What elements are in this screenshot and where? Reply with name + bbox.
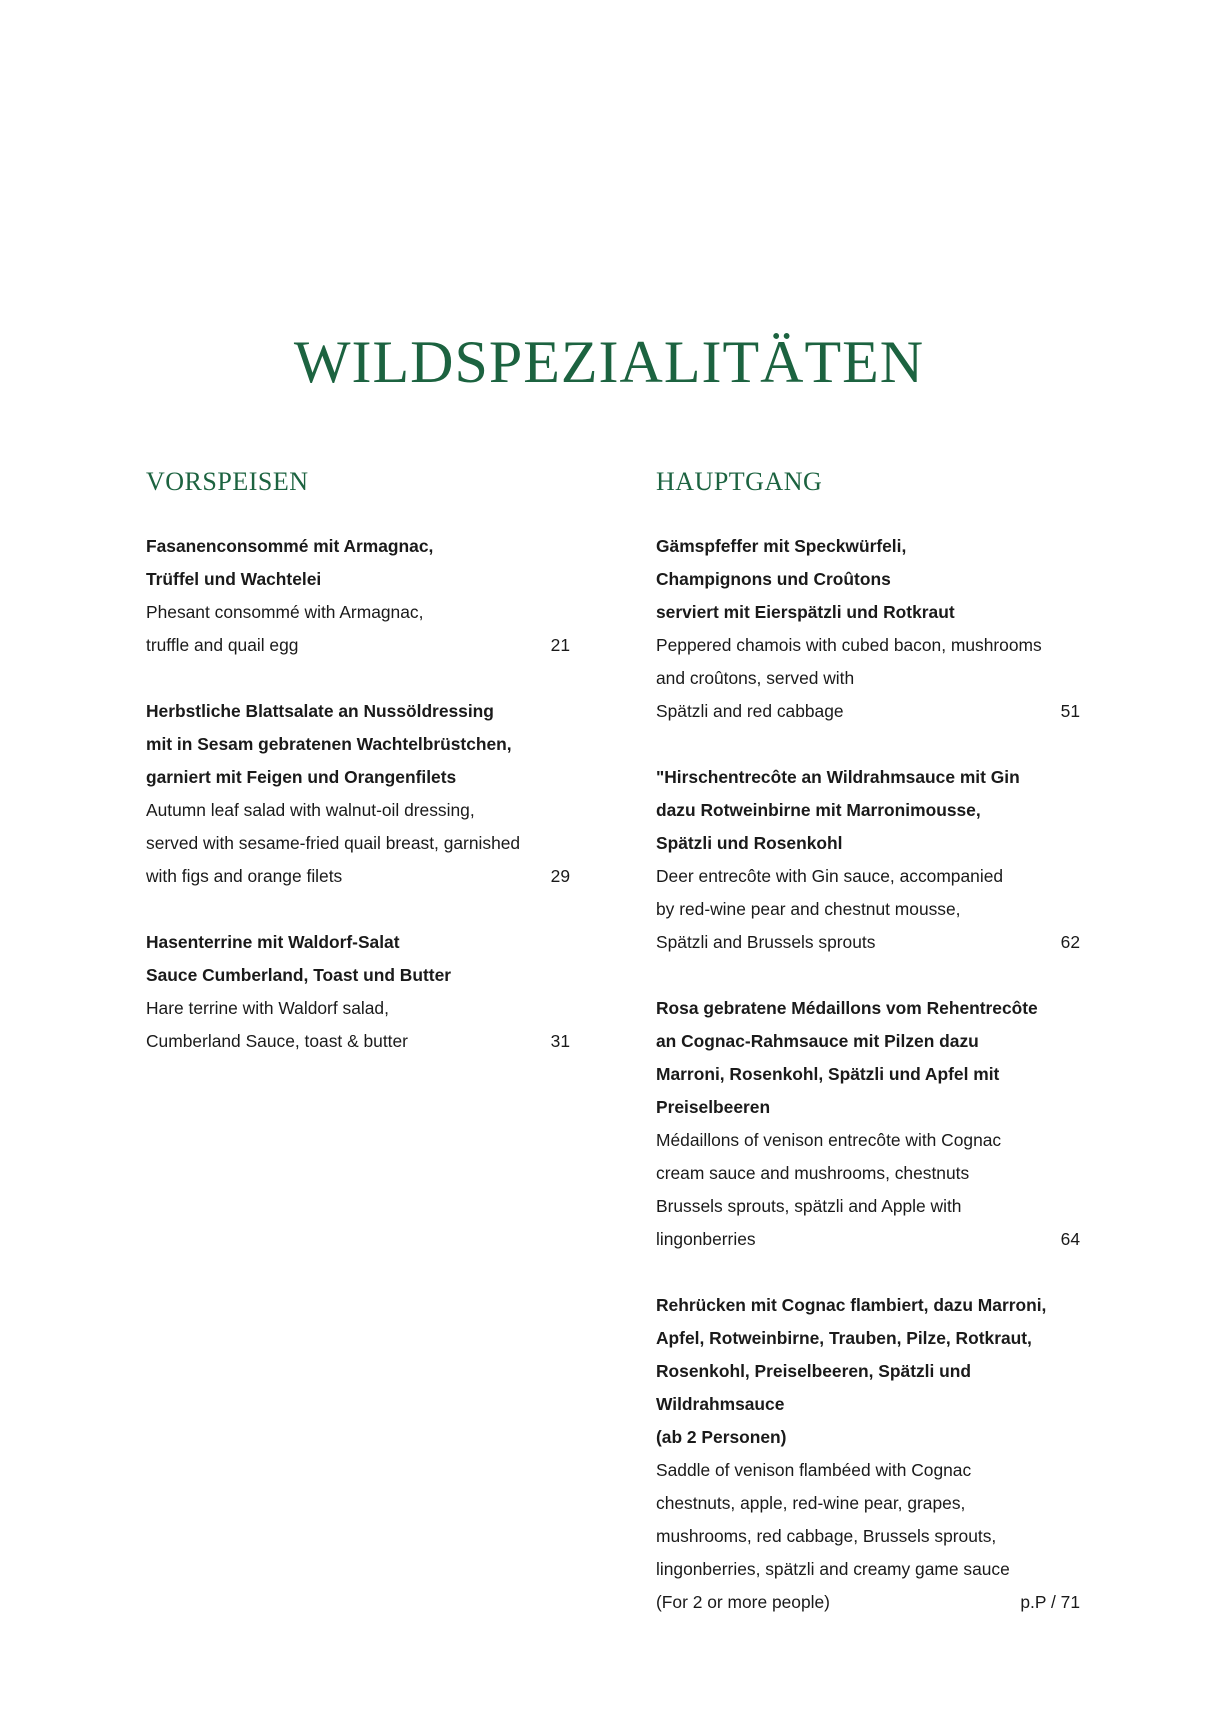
starters-column bbox=[146, 462, 570, 1091]
dish-name-de: Marroni, Rosenkohl, Spätzli und Apfel mit bbox=[656, 1064, 1000, 1084]
dish-name-de: "Hirschentrecôte an Wildrahmsauce mit Gin bbox=[656, 767, 1020, 787]
dish-price: 64 bbox=[1060, 1229, 1080, 1249]
dish-description-en: with figs and orange filets bbox=[146, 866, 343, 886]
dish-price: 21 bbox=[550, 635, 570, 655]
dish-description-en: Spätzli and Brussels sprouts bbox=[656, 932, 876, 952]
dish-name-de: Rehrücken mit Cognac flambiert, dazu Marroni, bbox=[656, 1295, 1047, 1315]
starters-list bbox=[146, 530, 570, 1058]
dish-price: p.P / 71 bbox=[1020, 1592, 1080, 1612]
dish-price: 31 bbox=[550, 1031, 570, 1051]
dish-last-line bbox=[146, 860, 570, 893]
dish-description-en: Spätzli and red cabbage bbox=[656, 701, 844, 721]
dish-last-line bbox=[146, 629, 570, 662]
dish-last-line bbox=[656, 695, 1080, 728]
menu-item bbox=[656, 1289, 1080, 1619]
dish-description-en: truffle and quail egg bbox=[146, 635, 299, 655]
dish-description-en: mushrooms, red cabbage, Brussels sprouts, bbox=[656, 1526, 997, 1546]
dish-name-de: serviert mit Eierspätzli und Rotkraut bbox=[656, 602, 955, 622]
dish-name-de: Spätzli und Rosenkohl bbox=[656, 833, 843, 853]
dish-name-de: Preiselbeeren bbox=[656, 1097, 771, 1117]
dish-description-en: lingonberries, spätzli and creamy game sauce bbox=[656, 1559, 1010, 1579]
dish-name-de: Gämspfeffer mit Speckwürfeli, bbox=[656, 536, 907, 556]
dish-name-de: Rosenkohl, Preiselbeeren, Spätzli und bbox=[656, 1361, 972, 1381]
main-courses-list bbox=[656, 530, 1080, 1619]
dish-name-de: Champignons und Croûtons bbox=[656, 569, 891, 589]
dish-description-en: Peppered chamois with cubed bacon, mushrooms bbox=[656, 635, 1042, 655]
dish-name-de: Rosa gebratene Médaillons vom Rehentrecôte bbox=[656, 998, 1038, 1018]
dish-description-en: served with sesame-fried quail breast, garnished bbox=[146, 833, 521, 853]
dish-description-en: lingonberries bbox=[656, 1229, 756, 1249]
dish-name-de: garniert mit Feigen und Orangenfilets bbox=[146, 767, 457, 787]
menu-item bbox=[146, 695, 570, 893]
menu-item bbox=[656, 530, 1080, 728]
dish-name-de: Trüffel und Wachtelei bbox=[146, 569, 322, 589]
menu-item bbox=[146, 926, 570, 1058]
dish-description-en: Médaillons of venison entrecôte with Cognac bbox=[656, 1130, 1002, 1150]
dish-name-de: Sauce Cumberland, Toast und Butter bbox=[146, 965, 452, 985]
dish-description-en: cream sauce and mushrooms, chestnuts bbox=[656, 1163, 970, 1183]
dish-description-en: Phesant consommé with Armagnac, bbox=[146, 602, 424, 622]
starters-heading: VORSPEISEN bbox=[146, 467, 309, 496]
dish-name-de: Herbstliche Blattsalate an Nussöldressing bbox=[146, 701, 494, 721]
menu-item bbox=[656, 992, 1080, 1256]
dish-description-en: Brussels sprouts, spätzli and Apple with bbox=[656, 1196, 962, 1216]
main-courses-heading: HAUPTGANG bbox=[656, 467, 823, 496]
dish-price: 62 bbox=[1060, 932, 1080, 952]
dish-last-line bbox=[656, 1223, 1080, 1256]
dish-price: 51 bbox=[1060, 701, 1080, 721]
main-courses-column bbox=[656, 462, 1080, 1652]
dish-name-de: Hasenterrine mit Waldorf-Salat bbox=[146, 932, 400, 952]
dish-name-de: dazu Rotweinbirne mit Marronimousse, bbox=[656, 800, 981, 820]
menu-item bbox=[656, 761, 1080, 959]
dish-price: 29 bbox=[550, 866, 570, 886]
dish-description-en: Cumberland Sauce, toast & butter bbox=[146, 1031, 408, 1051]
page-title: WILDSPEZIALITÄTEN bbox=[293, 329, 925, 395]
dish-name-de: Apfel, Rotweinbirne, Trauben, Pilze, Rotkraut, bbox=[656, 1328, 1032, 1348]
dish-description-en: chestnuts, apple, red-wine pear, grapes, bbox=[656, 1493, 966, 1513]
dish-description-en: (For 2 or more people) bbox=[656, 1592, 830, 1612]
dish-description-en: Saddle of venison flambéed with Cognac bbox=[656, 1460, 972, 1480]
menu-item bbox=[146, 530, 570, 662]
dish-description-en: by red-wine pear and chestnut mousse, bbox=[656, 899, 961, 919]
dish-name-de: mit in Sesam gebratenen Wachtelbrüstchen, bbox=[146, 734, 512, 754]
dish-description-en: Deer entrecôte with Gin sauce, accompanied bbox=[656, 866, 1004, 886]
dish-description-en: Hare terrine with Waldorf salad, bbox=[146, 998, 389, 1018]
dish-last-line bbox=[656, 1586, 1080, 1619]
dish-name-de: an Cognac-Rahmsauce mit Pilzen dazu bbox=[656, 1031, 979, 1051]
dish-last-line bbox=[656, 926, 1080, 959]
dish-description-en: and croûtons, served with bbox=[656, 668, 855, 688]
dish-description-en: Autumn leaf salad with walnut-oil dressing, bbox=[146, 800, 475, 820]
dish-last-line bbox=[146, 1025, 570, 1058]
dish-name-de: Fasanenconsommé mit Armagnac, bbox=[146, 536, 434, 556]
dish-name-de: (ab 2 Personen) bbox=[656, 1427, 787, 1447]
dish-name-de: Wildrahmsauce bbox=[656, 1394, 785, 1414]
